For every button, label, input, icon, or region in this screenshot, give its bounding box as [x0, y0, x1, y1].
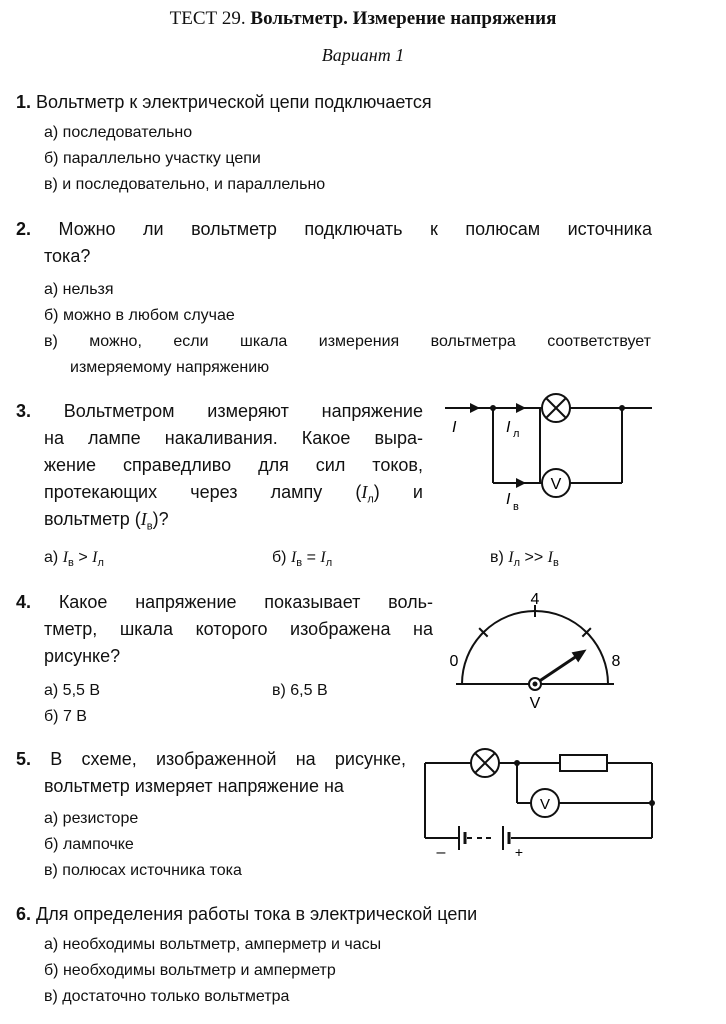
question-text: Вольтметр к электрической цепи подключается	[36, 92, 432, 112]
junction-node	[514, 760, 520, 766]
question-text-line1: Можно ли вольтметр подключать к полюсам источника	[58, 219, 652, 239]
minus-sign: –	[436, 844, 446, 860]
current-symbol: I	[320, 549, 326, 566]
current-symbol: I	[547, 549, 553, 566]
question-5-line1	[16, 746, 406, 773]
scale-dial	[462, 611, 608, 684]
current-symbol: I	[62, 549, 69, 566]
current-symbol: I	[140, 509, 147, 529]
arrow-right-icon	[470, 403, 480, 413]
question-4-line1	[16, 589, 433, 616]
current-label-total: I	[452, 419, 457, 436]
junction-node	[649, 800, 655, 806]
question-number: 6.	[16, 904, 32, 924]
question-1	[16, 89, 432, 116]
q5-option-c[interactable]: в) полюсах источника тока	[44, 862, 242, 879]
question-number: 4.	[16, 592, 32, 612]
needle-pivot-center	[533, 682, 538, 687]
text-part: вольтметр (	[44, 509, 141, 529]
q2-option-c-continued: измеряемому напряжению	[70, 359, 270, 376]
scale-unit-label: V	[529, 695, 541, 712]
text-part: )?	[152, 509, 169, 529]
text-part: протекающих через лампу (	[44, 482, 362, 502]
question-5-line2: вольтметр измеряет напряжение на	[44, 776, 344, 796]
question-4-line2: тметр, шкала которого изображена на	[44, 619, 433, 639]
question-number: 3.	[16, 401, 32, 421]
question-number: 2.	[16, 219, 32, 239]
q6-option-b[interactable]: б) необходимы вольтметр и амперметр	[44, 962, 336, 979]
operator: =	[306, 549, 316, 566]
test-title: Вольтметр. Измерение напряжения	[250, 8, 557, 29]
subscript: в	[146, 520, 153, 533]
option-label: в)	[490, 549, 504, 566]
subscript: в	[68, 557, 74, 570]
q4-option-a[interactable]: а) 5,5 В	[44, 682, 101, 699]
current-symbol: I	[508, 549, 514, 566]
operator: >	[78, 549, 88, 566]
scale-max-label: 8	[611, 653, 621, 670]
variant-label: Вариант 1	[321, 45, 405, 65]
q5-circuit-diagram	[415, 745, 660, 860]
scale-mid-label: 4	[530, 591, 540, 608]
question-4-line3: рисунке?	[44, 646, 121, 666]
q3-option-a[interactable]	[44, 545, 104, 576]
question-text: Для определения работы тока в электрической цепи	[36, 904, 478, 924]
option-label: б)	[272, 549, 287, 566]
question-2	[16, 216, 652, 243]
q6-option-c[interactable]: в) достаточно только вольтметра	[44, 988, 290, 1005]
junction-node	[490, 405, 496, 411]
subscript: л	[367, 493, 374, 506]
option-label: а)	[44, 549, 59, 566]
current-symbol: I	[290, 549, 297, 566]
scale-min-label: 0	[449, 653, 459, 670]
q5-option-b[interactable]: б) лампочке	[44, 836, 134, 853]
q4-voltmeter-scale	[440, 586, 640, 716]
arrow-right-icon	[516, 403, 526, 413]
question-3-line3: жение справедливо для сил токов,	[44, 455, 423, 475]
q2-option-a[interactable]: а) нельзя	[44, 281, 114, 298]
question-3-line5	[44, 506, 169, 541]
q2-option-c[interactable]: в) можно, если шкала измерения вольтметра соответствует	[44, 333, 651, 350]
q3-circuit-diagram	[440, 388, 655, 518]
junction-node	[619, 405, 625, 411]
question-text: В схеме, изображенной на рисунке,	[50, 749, 406, 769]
plus-sign: +	[514, 844, 524, 860]
question-3-line1	[16, 398, 423, 425]
current-sub-lamp: л	[513, 428, 520, 440]
subscript: в	[552, 557, 559, 570]
subscript: л	[513, 557, 521, 570]
question-text: Вольтметром измеряют напряжение	[63, 401, 423, 421]
resistor-icon	[560, 755, 607, 771]
current-symbol: I	[361, 482, 368, 502]
q1-option-c[interactable]: в) и последовательно, и параллельно	[44, 176, 326, 193]
voltmeter-label: V	[539, 796, 551, 813]
q1-option-a[interactable]: а) последовательно	[44, 124, 193, 141]
question-3-line2: на лампе накаливания. Какое выра-	[44, 428, 423, 448]
q3-option-c[interactable]	[490, 545, 559, 576]
subscript: л	[325, 557, 333, 570]
question-6	[16, 901, 477, 928]
q4-option-b[interactable]: б) 7 В	[44, 708, 87, 725]
q2-option-b[interactable]: б) можно в любом случае	[44, 307, 235, 324]
operator: >>	[524, 549, 544, 566]
q1-option-b[interactable]: б) параллельно участку цепи	[44, 150, 261, 167]
current-label-lamp: I	[506, 419, 511, 436]
q5-option-a[interactable]: а) резисторе	[44, 810, 139, 827]
subscript: л	[97, 557, 104, 570]
question-text: Какое напряжение показывает воль-	[58, 592, 433, 612]
current-label-volt: I	[506, 491, 511, 508]
arrow-right-icon	[516, 478, 526, 488]
test-label: ТЕСТ 29.	[169, 8, 246, 29]
page-title	[0, 8, 726, 30]
text-part: ) и	[373, 482, 423, 502]
voltmeter-label: V	[550, 476, 562, 493]
subscript: в	[296, 557, 303, 570]
q6-option-a[interactable]: а) необходимы вольтметр, амперметр и часы	[44, 936, 382, 953]
current-symbol: I	[92, 549, 98, 566]
q3-option-b[interactable]	[272, 545, 332, 576]
question-number: 1.	[16, 92, 32, 112]
current-sub-volt: в	[513, 501, 519, 513]
question-number: 5.	[16, 749, 32, 769]
question-text-line2: тока?	[44, 246, 91, 266]
q4-option-c[interactable]: в) 6,5 В	[272, 682, 328, 699]
